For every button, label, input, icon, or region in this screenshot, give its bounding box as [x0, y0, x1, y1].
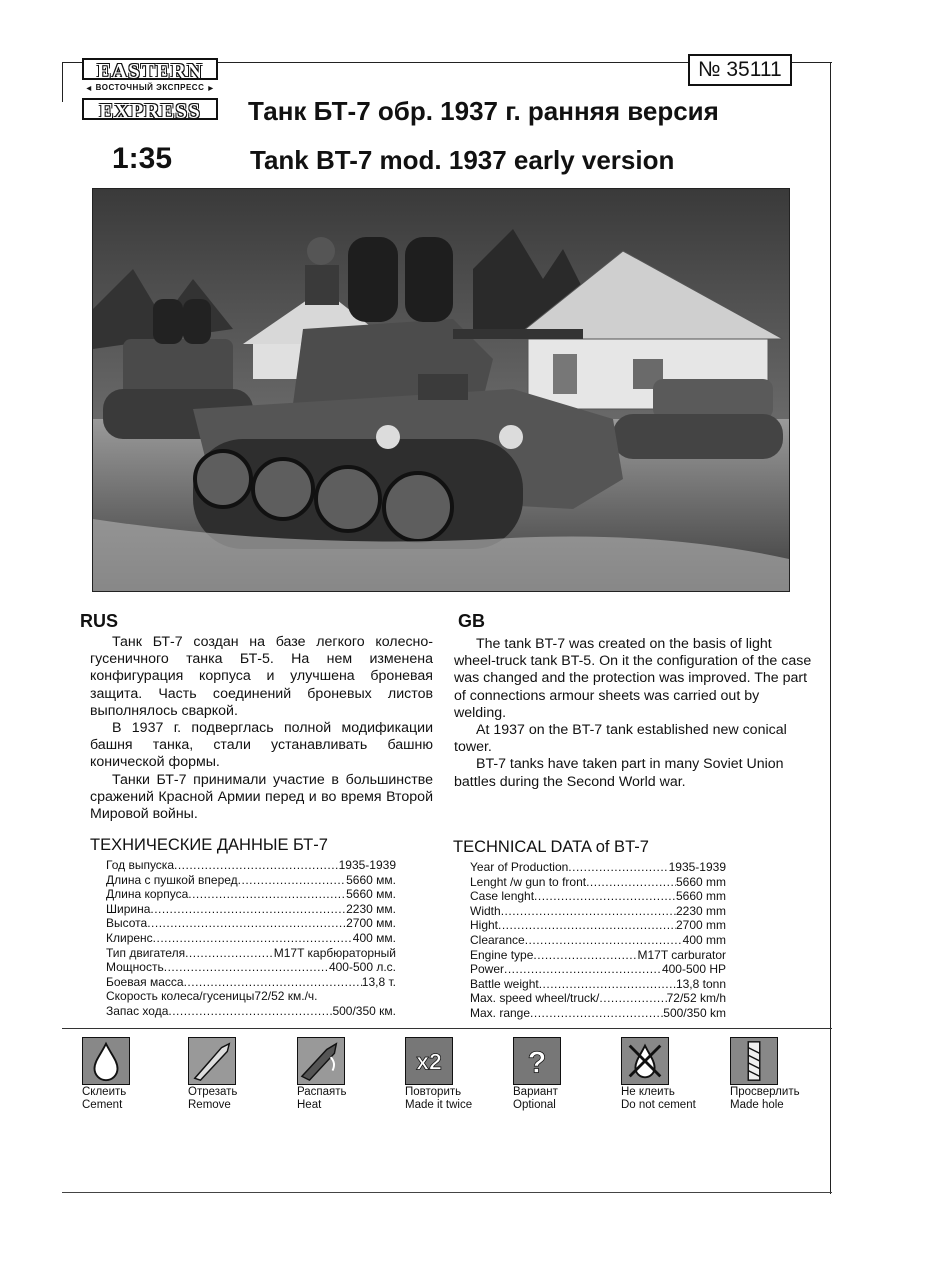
cement-drop-icon — [82, 1037, 130, 1085]
legend-en: Cement — [82, 1098, 123, 1111]
spec-value: 500/350 km — [663, 1005, 726, 1020]
drill-hole-icon — [730, 1037, 778, 1085]
spec-value: 2230 mm — [675, 903, 726, 918]
spec-value: 400 мм. — [352, 930, 396, 945]
legend-label-remove — [188, 1086, 237, 1111]
spec-value: 5660 mm — [675, 874, 726, 889]
spec-row — [106, 931, 396, 946]
legend-ru: Вариант — [513, 1086, 558, 1098]
spec-value: 5660 мм. — [346, 872, 396, 887]
specs-title-en: TECHNICAL DATA of BT-7 — [453, 838, 649, 856]
rus-paragraph: Танк БТ-7 создан на базе легкого колесно-гусеничного танка БТ-5. На нем изменена конфигурация корпуса и улучшена броневая защита. Часть соединений броневых листов выполнялось сваркой. — [90, 634, 433, 719]
spec-label: Max. range — [470, 1005, 531, 1020]
spec-value: 2700 мм. — [346, 916, 396, 931]
logo-subtitle: ◀ ВОСТОЧНЫЙ ЭКСПРЕСС ▶ — [82, 83, 218, 92]
spec-row — [470, 948, 726, 963]
spec-row — [106, 975, 396, 990]
legend-label-no-cement — [621, 1086, 696, 1111]
rus-paragraph: Танки БТ-7 принимали участие в большинстве сражений Красной Армии перед и во время Второй Мировой войны. — [90, 771, 433, 823]
heat-icon — [297, 1037, 345, 1085]
spec-value: M17T карбюраторный — [273, 945, 396, 960]
spec-value: 400-500 HP — [661, 962, 726, 977]
spec-label: Ширина — [106, 901, 151, 916]
frame-left-line — [62, 62, 63, 102]
spec-label: Clearance — [470, 932, 525, 947]
spec-row — [470, 904, 726, 919]
spec-row — [470, 977, 726, 992]
spec-label: Max. speed wheel/truck/ — [470, 991, 600, 1006]
question-optional-icon — [513, 1037, 561, 1085]
spec-value: 2230 мм. — [346, 901, 396, 916]
spec-value: 400 mm — [682, 932, 726, 947]
legend-divider — [62, 1028, 832, 1029]
spec-row — [106, 1004, 396, 1019]
spec-value: 72/52 km/h — [666, 991, 726, 1006]
knife-remove-icon — [188, 1037, 236, 1085]
spec-row — [470, 889, 726, 904]
spec-value: 1935-1939 — [668, 860, 726, 874]
legend-en: Made it twice — [405, 1098, 473, 1111]
legend-label-optional — [513, 1086, 558, 1111]
rus-description — [90, 634, 433, 823]
legend-en: Do not cement — [621, 1098, 696, 1111]
spec-row — [470, 1006, 726, 1021]
spec-label: Width — [470, 903, 501, 918]
spec-row — [106, 946, 396, 961]
logo-bottom-word: EXPRESS — [82, 98, 218, 120]
spec-label: Battle weight — [470, 976, 539, 991]
spec-label: Case lenght — [470, 889, 535, 904]
spec-value: 72/52 км./ч. — [254, 989, 318, 1004]
spec-value: 500/350 км. — [332, 1003, 396, 1018]
specs-table-ru — [106, 858, 396, 1019]
spec-row — [470, 962, 726, 977]
spec-label: Тип двигателя — [106, 945, 186, 960]
box-art-illustration — [92, 188, 790, 592]
spec-row — [470, 860, 726, 875]
rus-paragraph: В 1937 г. подверглась полной модификации башня танка, стали устанавливать башню конической формы. — [90, 720, 433, 771]
x2-icon — [405, 1037, 453, 1085]
catalog-number: № 35111 — [688, 54, 792, 86]
spec-label: Высота — [106, 916, 148, 931]
spec-label: Боевая масса — [106, 974, 184, 989]
no-cement-icon — [621, 1037, 669, 1085]
legend-label-twice — [405, 1086, 472, 1111]
spec-row — [470, 991, 726, 1006]
spec-label: Engine type — [470, 947, 534, 962]
spec-row — [106, 989, 396, 1004]
spec-label: Lenght /w gun to front — [470, 874, 587, 889]
spec-label: Year of Production — [470, 860, 569, 874]
frame-right-line — [830, 62, 831, 1194]
legend-label-drill — [730, 1086, 800, 1111]
legend-en: Optional — [513, 1098, 556, 1111]
spec-label: Hight — [470, 918, 499, 933]
gb-description — [454, 636, 812, 791]
spec-row — [106, 960, 396, 975]
gb-paragraph: The tank BT-7 was created on the basis of light wheel-truck tank BT-5. On it the configuration of the case was changed and the protection was improved. The part of connections armour sheets was carried out by welding. — [454, 636, 812, 721]
spec-label: Power — [470, 962, 505, 977]
optional-badge-text: ? — [527, 1045, 547, 1080]
spec-row — [106, 902, 396, 917]
spec-row — [470, 933, 726, 948]
brand-logo — [82, 58, 218, 122]
legend-ru: Склеить — [82, 1086, 127, 1098]
spec-label: Длина с пушкой вперед — [106, 872, 238, 887]
spec-value: 13,8 т. — [361, 974, 396, 989]
spec-label: Клиренс — [106, 930, 153, 945]
gb-paragraph: At 1937 on the BT-7 tank established new conical tower. — [454, 722, 787, 756]
spec-label: Год выпуска — [106, 858, 174, 872]
spec-value: 1935-1939 — [338, 858, 396, 872]
spec-label: Мощность — [106, 960, 164, 975]
gb-paragraph: BT-7 tanks have taken part in many Soviet Union battles during the Second World war. — [454, 756, 784, 790]
spec-label: Длина корпуса — [106, 887, 189, 902]
legend-ru: Распаять — [297, 1086, 347, 1098]
rus-section-label: RUS — [80, 611, 119, 631]
frame-bottom-line — [62, 1192, 832, 1193]
logo-top-word: EASTERN — [82, 58, 218, 80]
legend-label-cement — [82, 1086, 126, 1111]
legend-ru: Отрезать — [188, 1086, 238, 1098]
spec-row — [106, 887, 396, 902]
title-russian: Танк БТ-7 обр. 1937 г. ранняя версия — [248, 96, 719, 126]
legend-en: Heat — [297, 1098, 322, 1111]
legend-ru: Просверлить — [730, 1086, 800, 1098]
legend-ru: Повторить — [405, 1086, 462, 1098]
spec-row — [106, 858, 396, 873]
spec-row — [470, 875, 726, 890]
spec-value: 13,8 tonn — [675, 976, 726, 991]
spec-label: Запас хода — [106, 1003, 169, 1018]
specs-table-en — [470, 860, 726, 1021]
tank-scene-picture — [93, 189, 789, 591]
legend-en: Made hole — [730, 1098, 784, 1111]
spec-value: 5660 mm — [675, 889, 726, 904]
x2-badge-text: x2 — [416, 1048, 442, 1075]
legend-ru: Не клеить — [621, 1086, 675, 1098]
spec-label: Скорость колеса/гусеницы — [106, 989, 255, 1004]
legend-en: Remove — [188, 1098, 231, 1111]
spec-value: 2700 mm — [675, 918, 726, 933]
spec-value: M17T carburator — [637, 947, 726, 962]
legend-label-heat — [297, 1086, 347, 1111]
spec-row — [106, 916, 396, 931]
gb-section-label: GB — [458, 611, 485, 631]
spec-row — [106, 873, 396, 888]
spec-value: 5660 мм. — [346, 887, 396, 902]
spec-row — [470, 918, 726, 933]
scale-label: 1:35 — [112, 142, 173, 175]
spec-value: 400-500 л.с. — [328, 960, 396, 975]
title-english: Tank BT-7 mod. 1937 early version — [250, 145, 675, 175]
specs-title-ru: ТЕХНИЧЕСКИЕ ДАННЫЕ БТ-7 — [90, 836, 328, 854]
